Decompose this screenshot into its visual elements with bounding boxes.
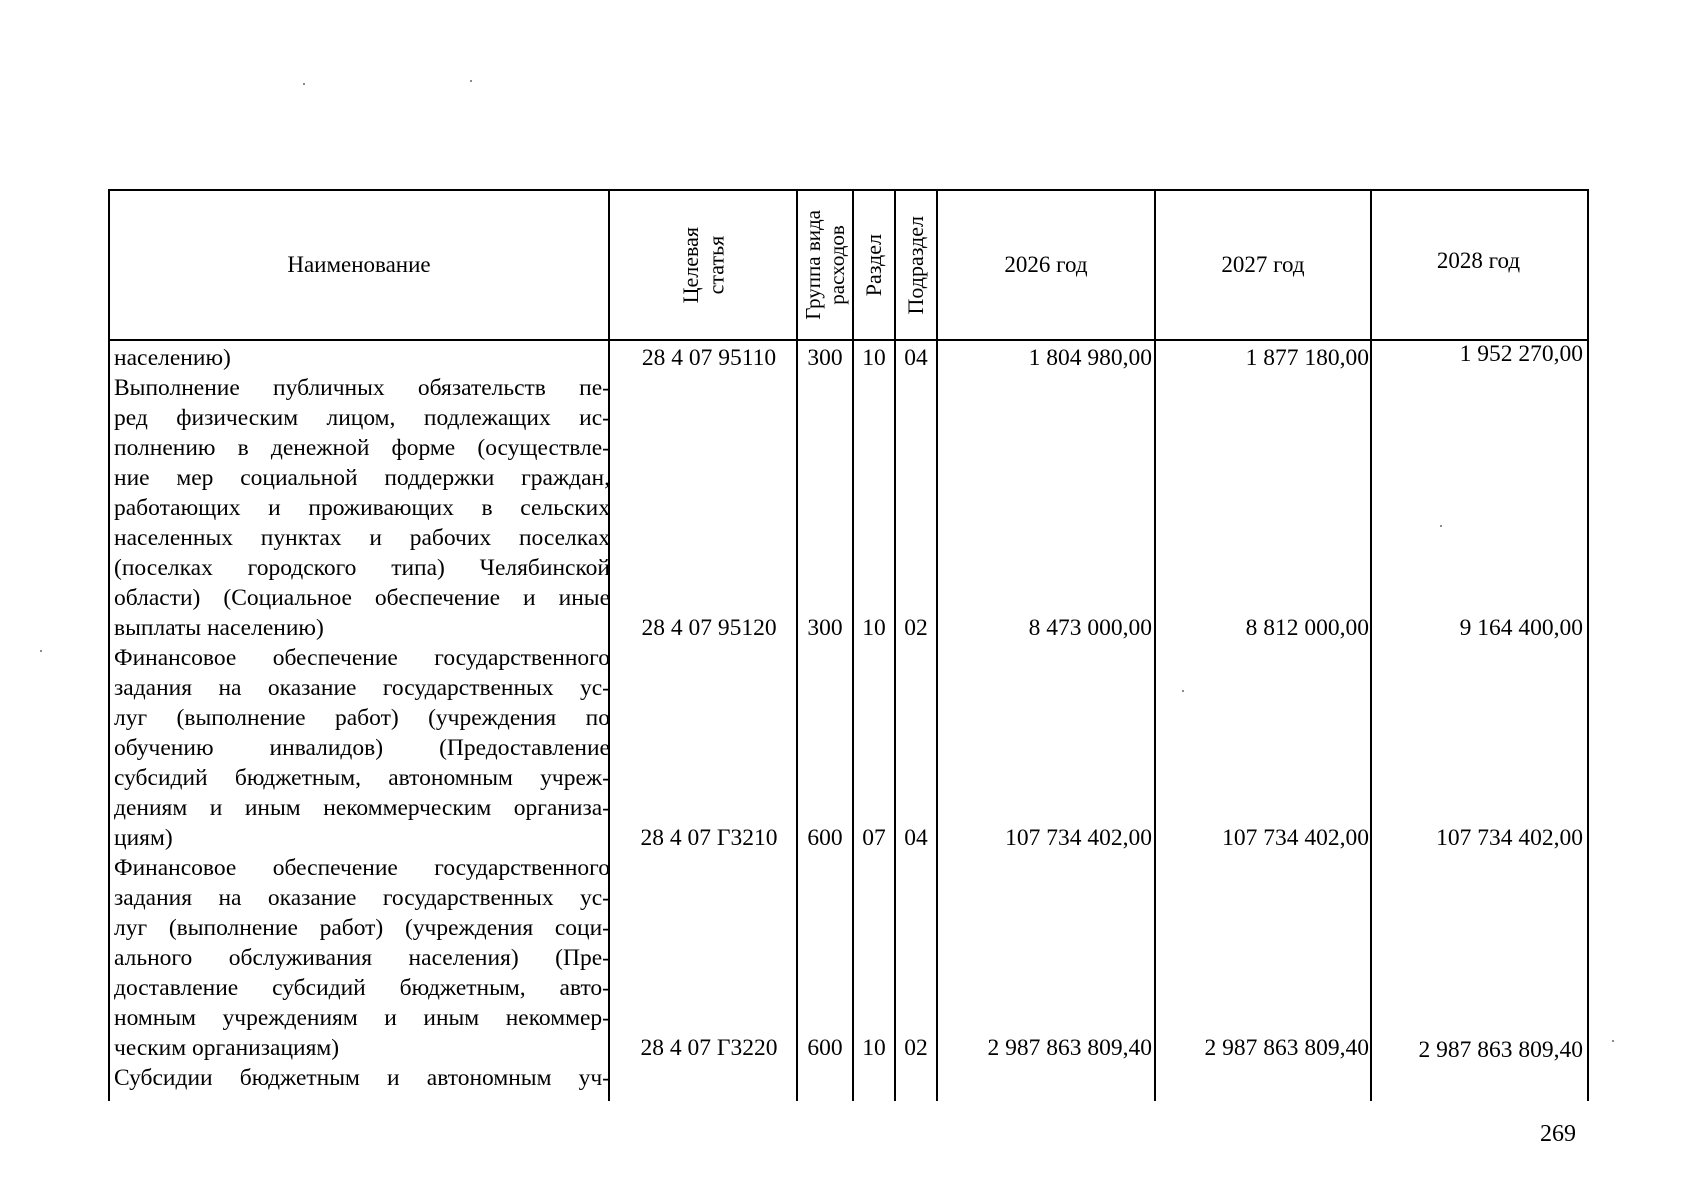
- scan-speck: [470, 80, 472, 82]
- cell-2028: 9 164 400,00: [1459, 615, 1583, 641]
- header-2028: 2028 год: [1436, 248, 1521, 273]
- cell-2026: 1 804 980,00: [1028, 345, 1152, 371]
- header-expense-group: Группа вида расходов: [800, 210, 849, 320]
- cell-2027: 107 734 402,00: [1222, 825, 1369, 851]
- header-2026: 2026 год: [1004, 252, 1088, 277]
- cell-section: 07: [862, 825, 886, 851]
- name-line: циям): [114, 825, 173, 851]
- name-line: работающих и проживающих в сельских: [114, 495, 610, 521]
- name-line: Субсидии бюджетным и автономным уч-: [114, 1065, 610, 1091]
- name-line: населению): [114, 345, 231, 371]
- cell-section: 10: [862, 345, 886, 371]
- cell-group: 300: [807, 345, 843, 371]
- name-line: луг (выполнение работ) (учреждения соци-: [114, 915, 610, 941]
- name-line: Финансовое обеспечение государственного: [114, 645, 610, 671]
- cell-section: 10: [862, 615, 886, 641]
- header-2027: 2027 год: [1221, 252, 1305, 277]
- name-line: обучению инвалидов) (Предоставление: [114, 735, 610, 761]
- name-line: задания на оказание государственных ус-: [114, 675, 610, 701]
- name-line: дениям и иным некоммерческим организа-: [114, 795, 610, 821]
- scan-speck: [303, 83, 305, 85]
- cell-code: 28 4 07 95120: [641, 615, 777, 641]
- cell-2026: 2 987 863 809,40: [987, 1035, 1152, 1061]
- cell-2028: 1 952 270,00: [1459, 341, 1583, 367]
- name-line: Финансовое обеспечение государственного: [114, 855, 610, 881]
- name-line: субсидий бюджетным, автономным учреж-: [114, 765, 610, 791]
- cell-group: 600: [807, 1035, 843, 1061]
- header-section: Раздел: [861, 233, 887, 297]
- cell-2027: 1 877 180,00: [1245, 345, 1369, 371]
- budget-table: [108, 189, 1589, 1101]
- name-line: ред физическим лицом, подлежащих ис-: [114, 405, 610, 431]
- cell-subsection: 04: [904, 825, 928, 851]
- scan-speck: [1612, 1040, 1614, 1042]
- header-name: Наименование: [287, 252, 431, 277]
- cell-code: 28 4 07 95110: [641, 345, 777, 371]
- name-line: номным учреждениям и иным некоммер-: [114, 1005, 610, 1031]
- header-divider: [110, 339, 1587, 341]
- cell-code: 28 4 07 Г3210: [640, 825, 778, 851]
- name-line: Выполнение публичных обязательств пе-: [114, 375, 610, 401]
- cell-2026: 107 734 402,00: [1005, 825, 1152, 851]
- cell-subsection: 02: [904, 1035, 928, 1061]
- cell-2027: 2 987 863 809,40: [1204, 1035, 1369, 1061]
- name-line: луг (выполнение работ) (учреждения по: [114, 705, 610, 731]
- cell-subsection: 02: [904, 615, 928, 641]
- scan-speck: [40, 650, 42, 652]
- name-line: ального обслуживания населения) (Пре-: [114, 945, 610, 971]
- name-line: ние мер социальной поддержки граждан,: [114, 465, 610, 491]
- name-line: (поселках городского типа) Челябинской: [114, 555, 610, 581]
- cell-code: 28 4 07 Г3220: [640, 1035, 778, 1061]
- cell-2027: 8 812 000,00: [1245, 615, 1369, 641]
- name-line: доставление субсидий бюджетным, авто-: [114, 975, 610, 1001]
- name-line: области) (Социальное обеспечение и иные: [114, 585, 610, 611]
- cell-subsection: 04: [904, 345, 928, 371]
- cell-2028: 2 987 863 809,40: [1418, 1037, 1583, 1063]
- name-line: полнению в денежной форме (осуществле-: [114, 435, 610, 461]
- header-subsection: Подраздел: [903, 215, 929, 315]
- header-target-article: Целевая статья: [677, 226, 728, 304]
- cell-2028: 107 734 402,00: [1436, 825, 1583, 851]
- name-column: [114, 343, 610, 1093]
- name-line: задания на оказание государственных ус-: [114, 885, 610, 911]
- name-line: населенных пунктах и рабочих поселках: [114, 525, 610, 551]
- cell-group: 300: [807, 615, 843, 641]
- name-line: выплаты населению): [114, 615, 324, 641]
- cell-section: 10: [862, 1035, 886, 1061]
- page-number: 269: [1540, 1121, 1576, 1147]
- cell-2026: 8 473 000,00: [1028, 615, 1152, 641]
- name-line: ческим организациям): [114, 1035, 340, 1061]
- cell-group: 600: [807, 825, 843, 851]
